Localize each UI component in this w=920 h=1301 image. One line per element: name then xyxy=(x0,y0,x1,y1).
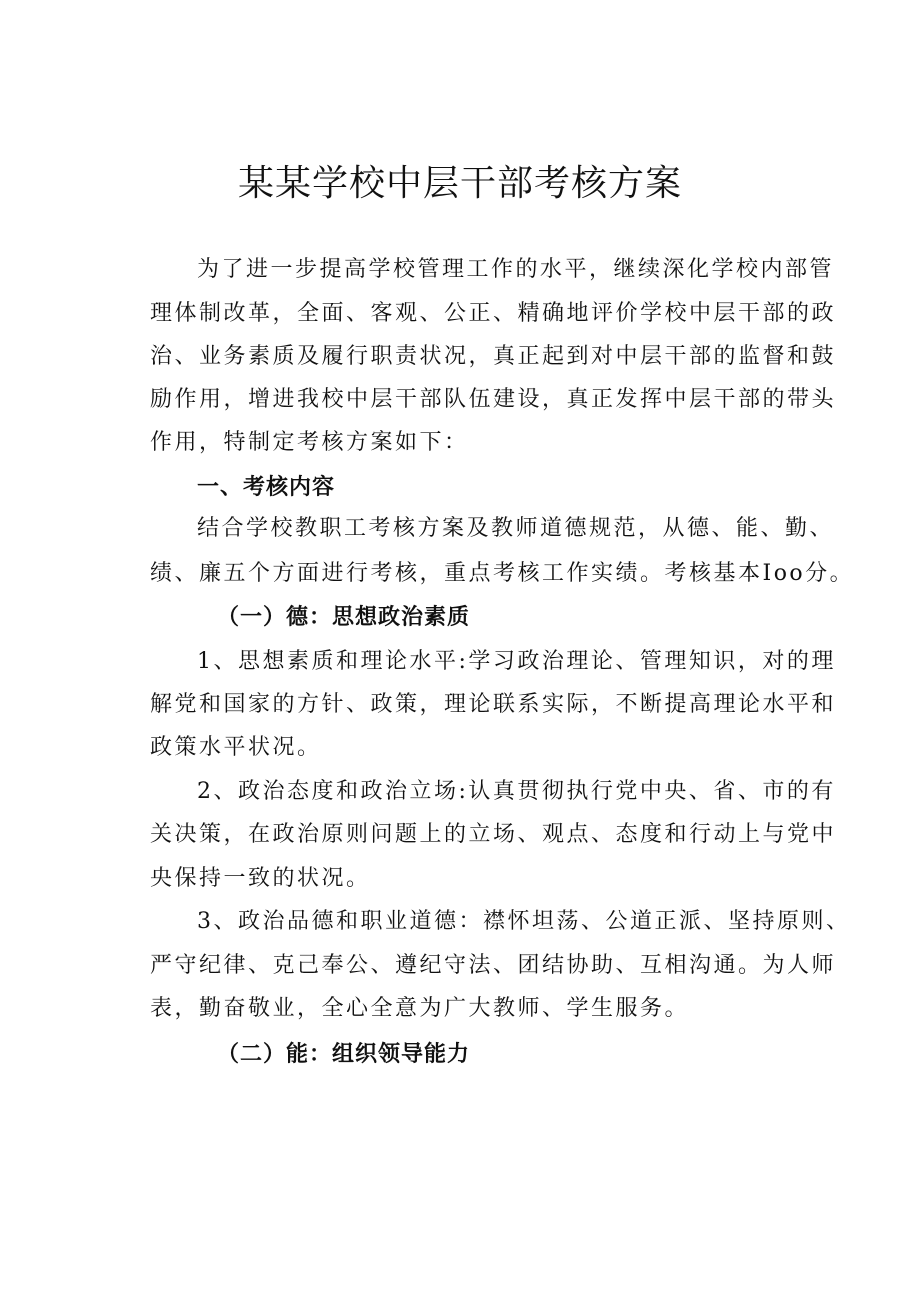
intro-line-5: 作用，特制定考核方案如下： xyxy=(150,430,469,455)
intro-line-2: 理体制改革，全面、客观、公正、精确地评价学校中层干部的政 xyxy=(150,301,837,326)
item3-line-3: 表，勤奋敬业，全心全意为广大教师、学生服务。 xyxy=(150,996,690,1021)
item2-line-3: 央保持一致的状况。 xyxy=(150,866,371,891)
section-heading-assessment-content: 一、考核内容 xyxy=(197,475,336,500)
intro-line-1: 为了进一步提高学校管理工作的水平，继续深化学校内部管 xyxy=(197,257,835,282)
subsection-heading-ability: （二）能：组织领导能力 xyxy=(217,1042,471,1067)
document-title: 某某学校中层干部考核方案 xyxy=(237,163,682,204)
item2-line-2: 关决策，在政治原则问题上的立场、观点、态度和行动上与党中 xyxy=(150,822,837,847)
item1-line-1: 1、思想素质和理论水平:学习政治理论、管理知识，对的理 xyxy=(197,649,836,674)
item3-line-1: 3、政治品德和职业道德：襟怀坦荡、公道正派、坚持原则、 xyxy=(197,909,851,934)
item3-line-2: 严守纪律、克己奉公、遵纪守法、团结协助、互相沟通。为人师 xyxy=(150,953,837,978)
item2-line-1: 2、政治态度和政治立场:认真贯彻执行党中央、省、市的有 xyxy=(197,779,836,804)
intro-line-3: 治、业务素质及履行职责状况，真正起到对中层干部的监督和鼓 xyxy=(150,344,837,369)
section1-line-1: 结合学校教职工考核方案及教师道德规范，从德、能、勤、 xyxy=(197,516,835,541)
section1-line-2: 绩、廉五个方面进行考核，重点考核工作实绩。考核基本Ioo分。 xyxy=(150,561,855,586)
subsection-heading-morality: （一）德：思想政治素质 xyxy=(217,605,471,630)
item1-line-2: 解党和国家的方针、政策，理论联系实际，不断提高理论水平和 xyxy=(150,692,837,717)
intro-line-4: 励作用，增进我校中层干部队伍建设，真正发挥中层干部的带头 xyxy=(150,387,837,412)
item1-line-3: 政策水平状况。 xyxy=(150,735,322,760)
